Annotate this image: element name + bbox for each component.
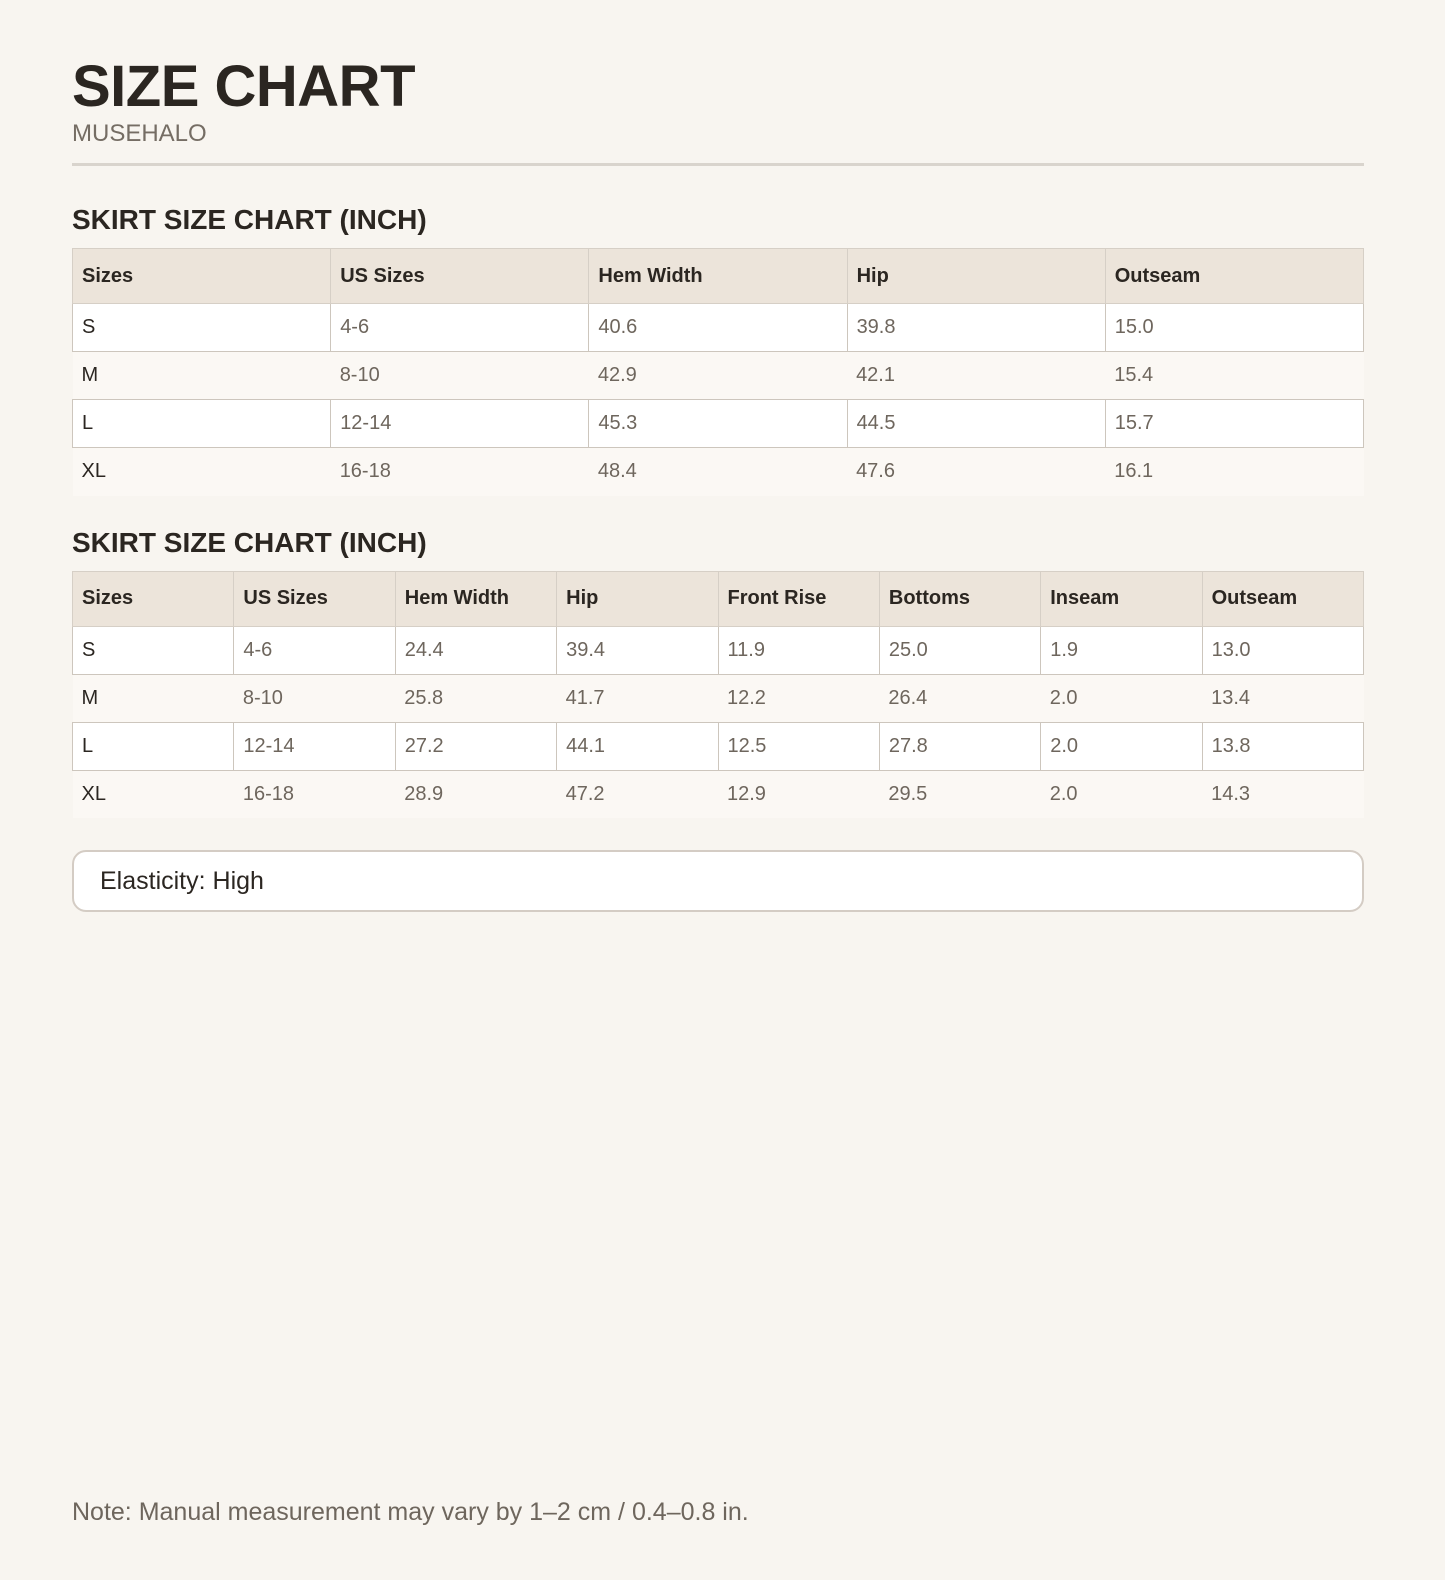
elasticity-box: Elasticity: High: [72, 850, 1364, 912]
measurement-cell: 12.9: [718, 770, 879, 818]
column-header: Hem Width: [589, 249, 847, 304]
column-header: Hip: [557, 571, 718, 626]
section-title: SKIRT SIZE CHART (INCH): [72, 204, 427, 235]
size-label-cell: S: [73, 304, 331, 352]
measurement-cell: 42.9: [589, 352, 847, 400]
table-row: [73, 304, 1364, 352]
measurement-cell: 2.0: [1041, 770, 1202, 818]
table-row: [73, 352, 1364, 400]
measurement-cell: 25.8: [395, 674, 556, 722]
section-title: SKIRT SIZE CHART (INCH): [72, 526, 427, 558]
measurement-cell: 47.2: [557, 770, 718, 818]
measurement-cell: 41.7: [557, 674, 718, 722]
size-label-cell: M: [73, 352, 331, 400]
measurement-cell: 44.1: [557, 722, 718, 770]
measurement-cell: 13.4: [1202, 674, 1363, 722]
column-header: Outseam: [1202, 571, 1363, 626]
measurement-cell: 14.3: [1202, 770, 1363, 818]
column-header: Hip: [847, 249, 1105, 304]
column-header: Sizes: [73, 571, 234, 626]
column-header: Inseam: [1041, 571, 1202, 626]
measurement-cell: 28.9: [395, 770, 556, 818]
table-row: [73, 722, 1364, 770]
column-header: Outseam: [1105, 249, 1363, 304]
brand-name: MUSEHALO: [72, 120, 207, 147]
measurement-cell: 39.4: [557, 626, 718, 674]
measurement-cell: 44.5: [847, 400, 1105, 448]
table-row: [73, 770, 1364, 818]
header-divider: [72, 163, 1364, 166]
measurement-cell: 47.6: [847, 448, 1105, 496]
page-title: SIZE CHART: [72, 54, 415, 119]
table-row: [73, 448, 1364, 496]
table-header-row: [73, 571, 1364, 626]
column-header: Sizes: [73, 249, 331, 304]
size-label-cell: L: [73, 400, 331, 448]
measurement-cell: 39.8: [847, 304, 1105, 352]
measurement-cell: 1.9: [1041, 626, 1202, 674]
measurement-cell: 12-14: [331, 400, 589, 448]
column-header: Hem Width: [395, 571, 556, 626]
measurement-cell: 27.8: [879, 722, 1040, 770]
size-label-cell: XL: [73, 448, 331, 496]
column-header: Bottoms: [879, 571, 1040, 626]
column-header: Front Rise: [718, 571, 879, 626]
measurement-cell: 15.7: [1105, 400, 1363, 448]
measurement-cell: 48.4: [589, 448, 847, 496]
measurement-cell: 2.0: [1041, 722, 1202, 770]
size-chart-page: [72, 0, 1364, 912]
table-row: [73, 626, 1364, 674]
measurement-cell: 12.2: [718, 674, 879, 722]
measurement-cell: 8-10: [331, 352, 589, 400]
measurement-cell: 15.4: [1105, 352, 1363, 400]
measurement-cell: 40.6: [589, 304, 847, 352]
measurement-cell: 13.0: [1202, 626, 1363, 674]
measurement-cell: 45.3: [589, 400, 847, 448]
measurement-cell: 29.5: [879, 770, 1040, 818]
size-label-cell: L: [73, 722, 234, 770]
measurement-cell: 2.0: [1041, 674, 1202, 722]
table-row: [73, 674, 1364, 722]
column-header: US Sizes: [234, 571, 395, 626]
size-table: [72, 571, 1364, 819]
measurement-cell: 16-18: [331, 448, 589, 496]
measurement-note: Note: Manual measurement may vary by 1–2 cm / 0.4–0.8 in.: [72, 1498, 749, 1526]
size-table: [72, 248, 1364, 496]
column-header: US Sizes: [331, 249, 589, 304]
size-label-cell: M: [73, 674, 234, 722]
measurement-cell: 8-10: [234, 674, 395, 722]
measurement-cell: 16.1: [1105, 448, 1363, 496]
table-header-row: [73, 249, 1364, 304]
size-label-cell: S: [73, 626, 234, 674]
measurement-cell: 4-6: [234, 626, 395, 674]
measurement-cell: 12-14: [234, 722, 395, 770]
measurement-cell: 11.9: [718, 626, 879, 674]
measurement-cell: 15.0: [1105, 304, 1363, 352]
size-label-cell: XL: [73, 770, 234, 818]
measurement-cell: 27.2: [395, 722, 556, 770]
measurement-cell: 4-6: [331, 304, 589, 352]
measurement-cell: 42.1: [847, 352, 1105, 400]
measurement-cell: 25.0: [879, 626, 1040, 674]
measurement-cell: 13.8: [1202, 722, 1363, 770]
measurement-cell: 16-18: [234, 770, 395, 818]
table-row: [73, 400, 1364, 448]
measurement-cell: 12.5: [718, 722, 879, 770]
measurement-cell: 26.4: [879, 674, 1040, 722]
measurement-cell: 24.4: [395, 626, 556, 674]
